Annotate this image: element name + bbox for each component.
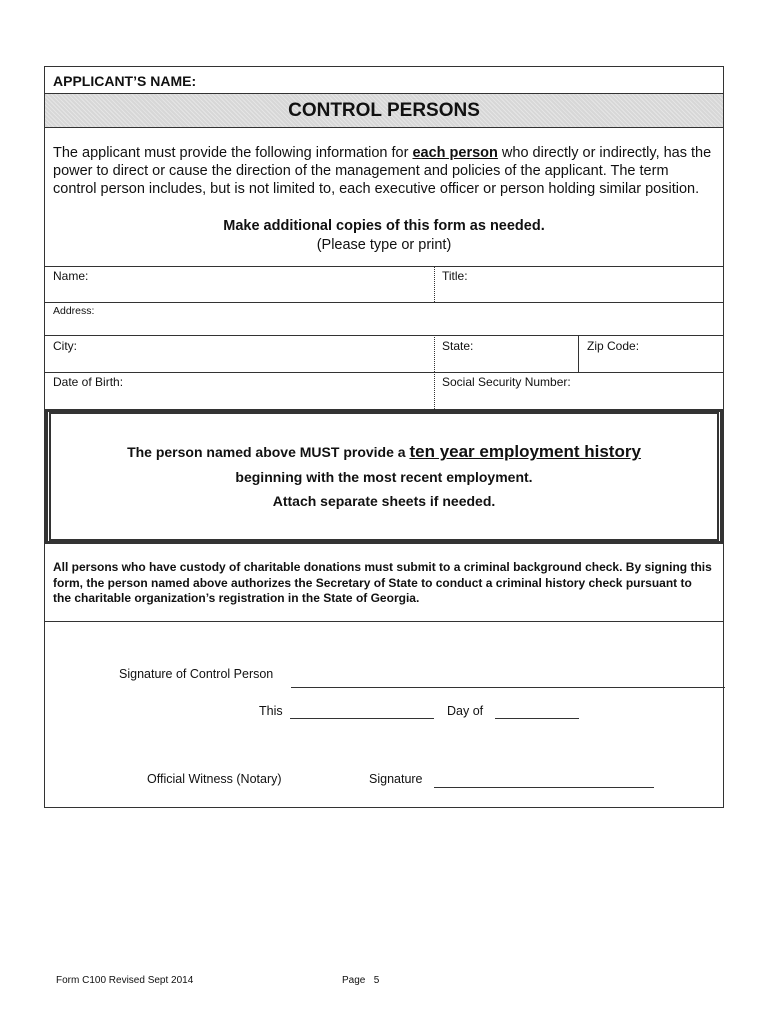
- control-person-signature-line[interactable]: [291, 687, 725, 688]
- page-title: CONTROL PERSONS: [45, 93, 723, 128]
- title-label: Title:: [442, 269, 468, 283]
- day-of-label: Day of: [447, 704, 484, 718]
- name-label: Name:: [53, 269, 89, 283]
- state-label: State:: [442, 339, 474, 353]
- this-label: This: [259, 704, 283, 718]
- page-number: Page 5: [342, 975, 380, 986]
- each-person-emphasis: each person: [412, 145, 498, 161]
- ten-year-emphasis: ten year employment history: [409, 442, 641, 461]
- criminal-check-statement: All persons who have custody of charitable donations must submit to a criminal background check. By signing this form, the person named above authorizes the Secretary of State to conduct a criminal history check pursuant to the charitable organization’s registration in the State of Georgia.: [53, 560, 712, 605]
- control-person-signature-label: Signature of Control Person: [119, 667, 274, 681]
- day-of-line[interactable]: [495, 718, 579, 719]
- dob-field[interactable]: [45, 389, 434, 409]
- divider: [45, 302, 723, 303]
- ssn-field[interactable]: [435, 389, 723, 409]
- city-field[interactable]: [45, 353, 434, 372]
- address-field[interactable]: [45, 317, 723, 335]
- divider: [45, 621, 723, 622]
- zip-label: Zip Code:: [587, 339, 640, 353]
- employment-history-notice: The person named above MUST provide a ten year employment history: [127, 442, 641, 461]
- state-field[interactable]: [435, 353, 578, 372]
- notice-line-3: Attach separate sheets if needed.: [272, 493, 496, 509]
- intro-paragraph: The applicant must provide the following information for each person who directly or indirectly, has the power to direct or cause the direction of the management and policies of the applicant. The term control person includes, but is not limited to, each executive officer or person holding similar position.: [53, 145, 712, 197]
- address-label: Address:: [53, 305, 95, 317]
- print-instruction: (Please type or print): [316, 237, 452, 253]
- copies-instruction: Make additional copies of this form as needed.: [223, 218, 545, 234]
- zip-field[interactable]: [579, 353, 723, 372]
- witness-label: Official Witness (Notary): [147, 772, 282, 786]
- divider: [45, 335, 723, 336]
- ssn-label: Social Security Number:: [442, 375, 571, 389]
- name-field[interactable]: [45, 282, 434, 302]
- this-date-line[interactable]: [290, 718, 434, 719]
- witness-signature-line[interactable]: [434, 787, 654, 788]
- witness-signature-label: Signature: [369, 772, 423, 786]
- title-field[interactable]: [435, 282, 723, 302]
- applicant-name-label: APPLICANT’S NAME:: [53, 73, 197, 89]
- control-persons-form: [44, 66, 724, 808]
- city-label: City:: [53, 339, 77, 353]
- form-identifier: Form C100 Revised Sept 2014: [56, 975, 194, 986]
- divider: [45, 266, 723, 267]
- divider: [45, 372, 723, 373]
- dob-label: Date of Birth:: [53, 375, 124, 389]
- notice-line-2: beginning with the most recent employment.: [235, 469, 533, 485]
